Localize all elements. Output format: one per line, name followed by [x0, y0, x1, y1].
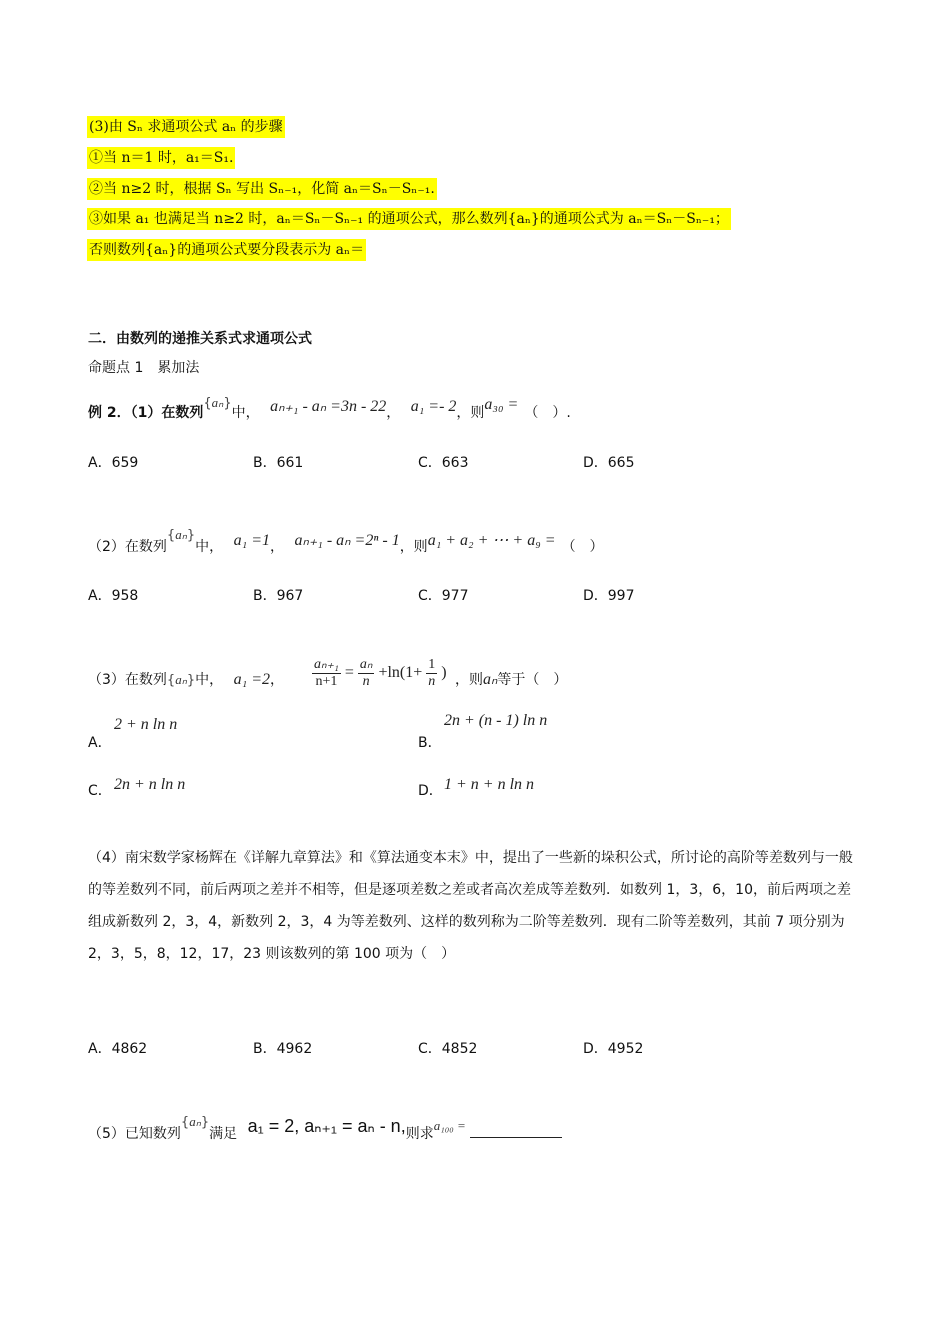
q2-mid: 中， — [195, 539, 224, 555]
q2-ask: ，则 — [399, 539, 428, 555]
q2-option-a[interactable]: A．958 — [88, 588, 139, 604]
q3-option-d[interactable]: 1 + n + n ln n — [444, 776, 535, 793]
q5-answer-blank[interactable] — [470, 1123, 562, 1138]
q1-option-a[interactable]: A．659 — [88, 455, 139, 471]
highlight-line-5: 否则数列{aₙ}的通项公式要分段表示为 aₙ＝ — [87, 239, 366, 261]
section-title: 二．由数列的递推关系式求通项公式 — [88, 331, 312, 347]
q2-comma: ， — [269, 539, 284, 555]
q3-recurrence: $\frac{\text{aₙ₊₁}}{n+1}$ = $\frac{\text{aₙ}}{n}$ +ln(1+ $\frac{1}{n}$ ) — [314, 656, 447, 689]
q3-stem — [88, 669, 284, 689]
section-subtitle: 命题点 1 累加法 — [88, 360, 200, 376]
q2-tail: （ ） — [561, 539, 604, 555]
q1-comma: ， — [386, 405, 401, 421]
q3-comma: ， — [269, 672, 284, 688]
q1-ask: ，则 — [456, 405, 485, 421]
q3-ask-group — [455, 669, 567, 689]
q4-option-a[interactable]: A．4862 — [88, 1041, 148, 1057]
q4-stem: （4）南宋数学家杨辉在《详解九章算法》和《算法通变本末》中，提出了一些新的垛积公式，所讨论的高阶等差数列与一般的等差数列不同，前后两项之差并不相等，但是逐项差数之差或者高次差成等差数列．如数列 1，3，6，10，前后两项之差组成新数列 2，3，4，新数列 2，3，4 为等差数列、这样的数列称为二阶等差数列．现有二阶等差数列，其前 7 项分别为 2，3，5，8，12，17，23 则该数列的第 100 项为（ ） — [88, 850, 853, 962]
q1-recurrence: aₙ₊₁ - aₙ =3n - 22 — [270, 398, 387, 415]
q3-option-c[interactable]: 2n + n ln n — [114, 776, 186, 793]
q3-target: aₙ — [483, 671, 498, 688]
q2-target: a₁ + a₂ + ⋯ + a₉ = — [427, 532, 556, 549]
q5-seq: {aₙ} — [180, 1114, 210, 1130]
q3-option-c-label[interactable]: C． — [88, 783, 112, 799]
q4-option-c[interactable]: C．4852 — [418, 1041, 478, 1057]
q2-option-b[interactable]: B．967 — [253, 588, 304, 604]
q3-option-b[interactable]: 2n + (n - 1) ln n — [444, 712, 548, 729]
highlight-line-2: ①当 n＝1 时，a₁＝S₁. — [87, 147, 235, 169]
q1-initial: a₁ =- 2 — [410, 398, 457, 415]
q4-option-b[interactable]: B．4962 — [253, 1041, 313, 1057]
q5-mid: 满足 — [209, 1126, 238, 1142]
q1-tail: （ ）. — [524, 405, 571, 421]
q3-mid: 中， — [195, 672, 224, 688]
q3-ask: ，则 — [455, 672, 483, 688]
q1-seq: {aₙ} — [203, 395, 232, 411]
q3-initial: a₁ =2 — [233, 671, 270, 688]
highlight-line-1: (3)由 Sₙ 求通项公式 aₙ 的步骤 — [87, 116, 285, 138]
q5-label: （5）已知数列 — [88, 1126, 181, 1142]
q1-option-c[interactable]: C．663 — [418, 455, 469, 471]
q3-label: （3）在数列 — [88, 672, 167, 688]
q1-mid: 中， — [231, 405, 260, 421]
q2-label: （2）在数列 — [88, 539, 167, 555]
q3-tail: 等于（ ） — [497, 672, 568, 688]
q3-option-b-label[interactable]: B． — [418, 735, 442, 751]
q4-option-d[interactable]: D．4952 — [583, 1041, 644, 1057]
q2-option-c[interactable]: C．977 — [418, 588, 469, 604]
q3-option-d-label[interactable]: D． — [418, 783, 443, 799]
q5-stem — [88, 1114, 562, 1143]
highlight-line-4: ③如果 a₁ 也满足当 n≥2 时，aₙ＝Sₙ－Sₙ₋₁ 的通项公式，那么数列{aₙ}的通项公式为 aₙ＝Sₙ－Sₙ₋₁； — [87, 208, 731, 230]
q1-option-b[interactable]: B．661 — [253, 455, 304, 471]
q1-label: 例 2．（1）在数列 — [88, 405, 204, 421]
q1-option-d[interactable]: D．665 — [583, 455, 635, 471]
q1-target: a₃₀ = — [484, 396, 519, 413]
q2-seq: {aₙ} — [166, 527, 196, 543]
q3-option-a-label[interactable]: A． — [88, 735, 112, 751]
q5-target: a₁₀₀ = — [433, 1118, 466, 1133]
q5-ask: 则求 — [405, 1126, 434, 1142]
q2-recurrence: aₙ₊₁ - aₙ =2ⁿ - 1 — [294, 532, 400, 549]
q2-stem — [88, 527, 604, 556]
q2-option-d[interactable]: D．997 — [583, 588, 635, 604]
q5-condition: a₁ = 2, aₙ₊₁ = aₙ - n, — [247, 1116, 406, 1136]
q3-option-a[interactable]: 2 + n ln n — [114, 716, 178, 733]
q3-seq: {aₙ} — [166, 672, 196, 688]
q1-stem — [88, 395, 571, 422]
highlight-line-3: ②当 n≥2 时，根据 Sₙ 写出 Sₙ₋₁，化简 aₙ＝Sₙ－Sₙ₋₁. — [87, 178, 437, 200]
q2-initial: a₁ =1 — [233, 532, 270, 549]
